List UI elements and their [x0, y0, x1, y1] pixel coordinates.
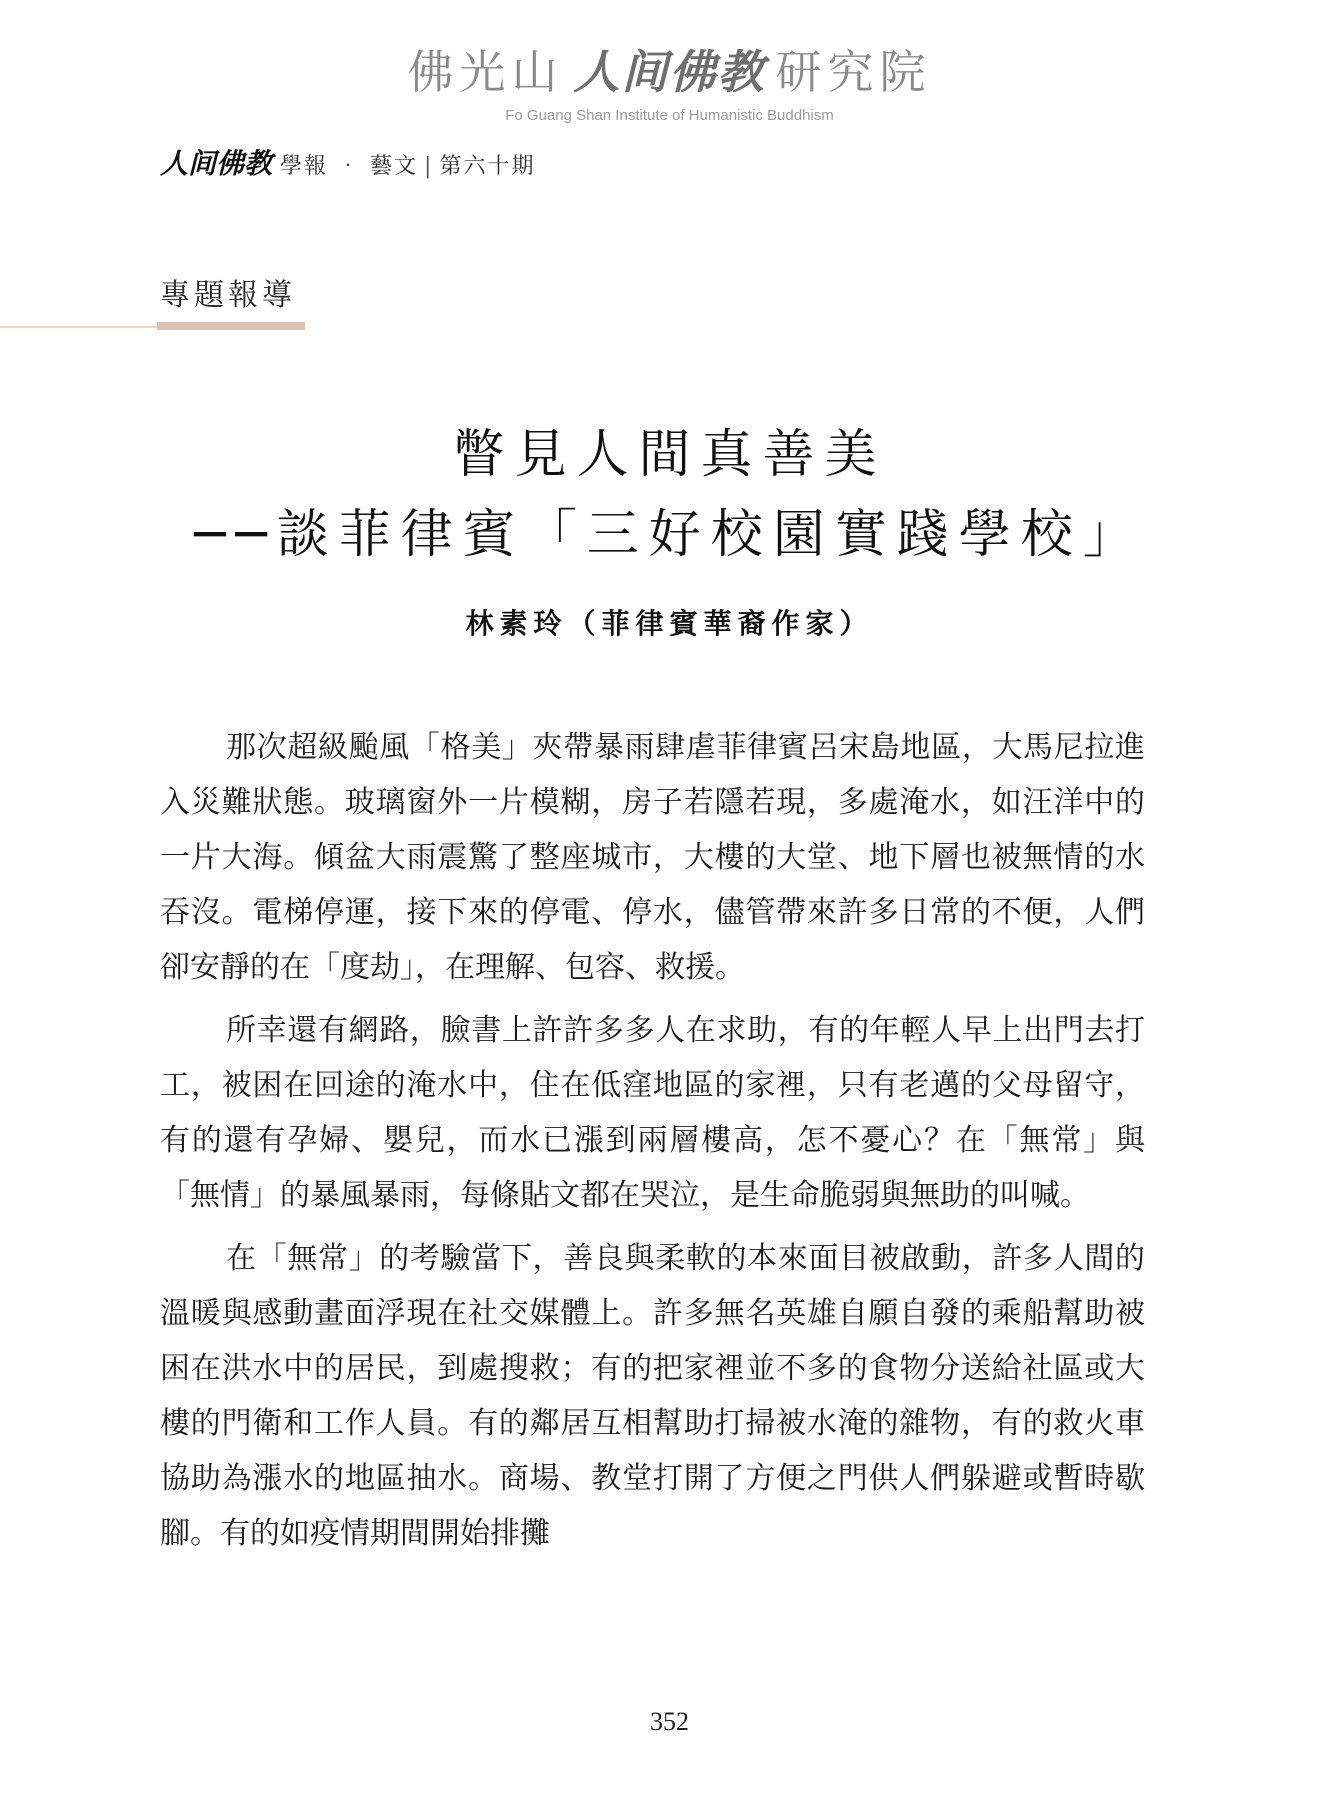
- page-number: 352: [650, 1707, 689, 1736]
- section-label: 專題報導: [160, 278, 296, 313]
- institute-header: [0, 36, 1339, 102]
- article-author: 林素玲（菲律賓華裔作家）: [465, 607, 874, 640]
- section-rule-accent: [157, 322, 305, 330]
- paragraph: 所幸還有網路，臉書上許許多多人在求助，有的年輕人早上出門去打工，被困在回途的淹水中，住在低窪地區的家裡，只有老邁的父母留守，有的還有孕婦、嬰兒，而水已漲到兩層樓高，怎不憂心？在「無常」與「無情」的暴風暴雨，每條貼文都在哭泣，是生命脆弱與無助的叫喊。: [160, 1013, 1145, 1213]
- journal-running-head: [160, 142, 535, 182]
- institute-suffix: 研究院: [775, 45, 932, 99]
- paragraph: 那次超級颱風「格美」夾帶暴雨肆虐菲律賓呂宋島地區，大馬尼拉進入災難狀態。玻璃窗外一片模糊，房子若隱若現，多處淹水，如汪洋中的一片大海。傾盆大雨震驚了整座城市，大樓的大堂、地下層也被無情的水吞沒。電梯停運，接下來的停電、停水，儘管帶來許多日常的不便，人們卻安靜的在「度劫」，在理解、包容、救援。: [160, 730, 1145, 985]
- section-rule-line: [0, 326, 160, 328]
- institute-brand-logo: 人间佛教: [573, 45, 766, 99]
- article-title: 瞥見人間真善美: [452, 425, 887, 485]
- journal-name: 學報 ‧ 藝文: [280, 154, 419, 179]
- journal-logo: 人间佛教: [160, 147, 273, 180]
- article-body: [160, 720, 1145, 1569]
- institute-english-name: Fo Guang Shan Institute of Humanistic Buddhism: [505, 107, 834, 124]
- paragraph: 在「無常」的考驗當下，善良與柔軟的本來面目被啟動，許多人間的溫暖與感動畫面浮現在社交媒體上。許多無名英雄自願自發的乘船幫助被困在洪水中的居民，到處搜救；有的把家裡並不多的食物分送給社區或大樓的門衛和工作人員。有的鄰居互相幫助打掃被水淹的雜物，有的救火車協助為漲水的地區抽水。商場、教堂打開了方便之門供人們躲避或暫時歇腳。有的如疫情期間開始排攤: [160, 1241, 1145, 1551]
- journal-issue: 第六十期: [439, 154, 536, 179]
- article-subtitle: ──談菲律賓「三好校園實踐學校」: [194, 505, 1145, 565]
- journal-separator: |: [424, 154, 434, 179]
- institute-prefix: 佛光山: [407, 45, 564, 99]
